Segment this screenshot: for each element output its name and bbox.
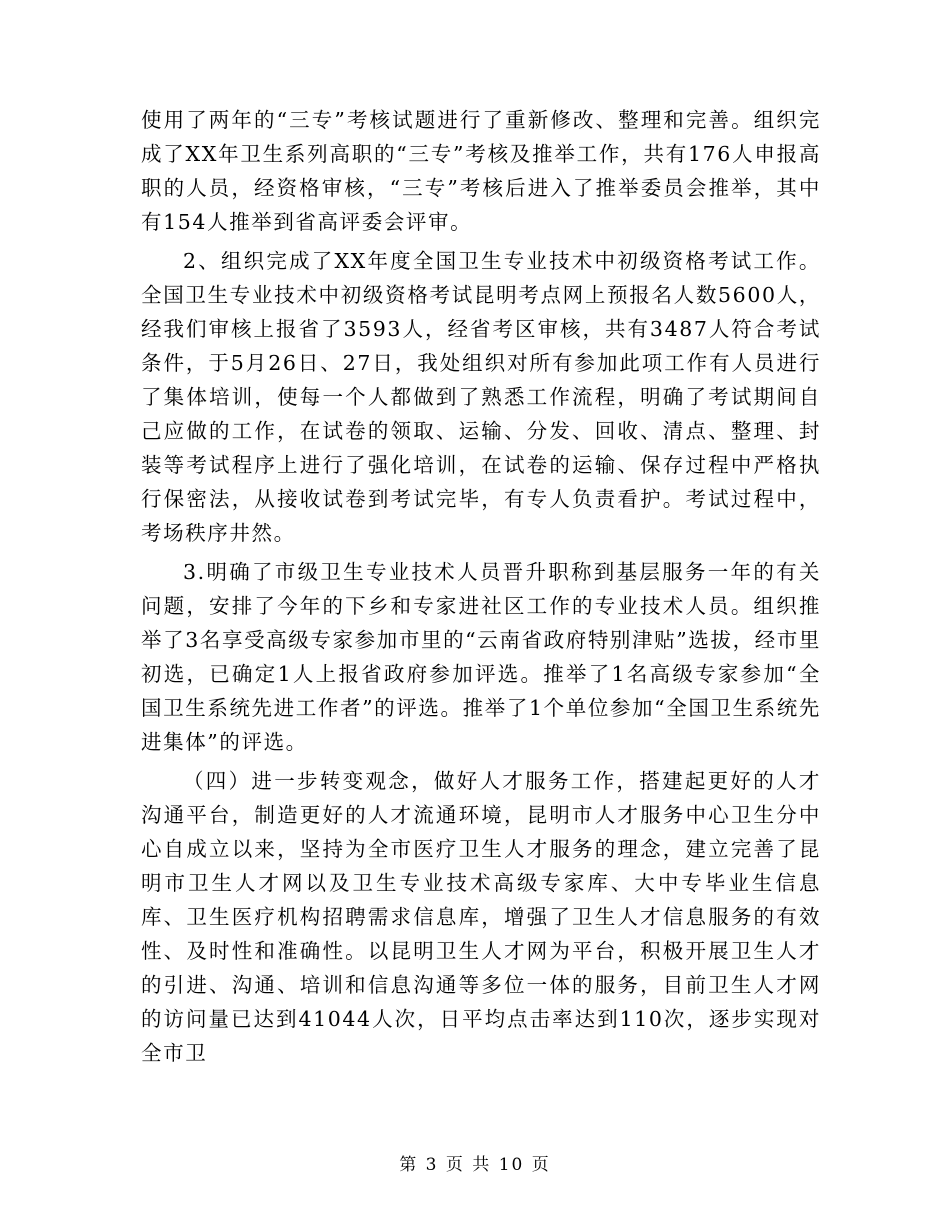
paragraph-3: 3.明确了市级卫生专业技术人员晋升职称到基层服务一年的有关问题，安排了今年的下乡和专家进社区工作的专业技术人员。组织推举了3名享受高级专家参加市里的“云南省政府特别津贴”选拔，经市里初选，已确定1人上报省政府参加评选。推举了1名高级专家参加“全国卫生系统先进工作者”的评选。推举了1个单位参加“全国卫生系统先进集体”的评选。 (141, 560, 821, 754)
paragraph-4: （四）进一步转变观念，做好人才服务工作，搭建起更好的人才沟通平台，制造更好的人才流通环境，昆明市人才服务中心卫生分中心自成立以来，坚持为全市医疗卫生人才服务的理念，建立完善了昆明市卫生人才网以及卫生专业技术高级专家库、大中专毕业生信息库、卫生医疗机构招聘需求信息库，增强了卫生人才信息服务的有效性、及时性和准确性。以昆明卫生人才网为平台，积极开展卫生人才的引进、沟通、培训和信息沟通等多位一体的服务，目前卫生人才网的访问量已达到41044人次，日平均点击率达到110次，逐步实现对全市卫 (141, 769, 821, 1065)
paragraph-2: 2、组织完成了XX年度全国卫生专业技术中初级资格考试工作。全国卫生专业技术中初级资格考试昆明考点网上预报名人数5600人，经我们审核上报省了3593人，经省考区审核，共有3487人符合考试条件，于5月26日、27日，我处组织对所有参加此项工作有人员进行了集体培训，使每一个人都做到了熟悉工作流程，明确了考试期间自己应做的工作，在试卷的领取、运输、分发、回收、清点、整理、封装等考试程序上进行了强化培训，在试卷的运输、保存过程中严格执行保密法，从接收试卷到考试完毕，有专人负责看护。考试过程中，考场秩序井然。 (141, 249, 821, 545)
document-body (141, 103, 821, 1070)
paragraph-1: 使用了两年的“三专”考核试题进行了重新修改、整理和完善。组织完成了XX年卫生系列高职的“三专”考核及推举工作，共有176人申报高职的人员，经资格审核，“三专”考核后进入了推举委员会推举，其中有154人推举到省高评委会评审。 (141, 108, 821, 234)
page-number-footer: 第 3 页 共 10 页 (399, 1155, 551, 1175)
